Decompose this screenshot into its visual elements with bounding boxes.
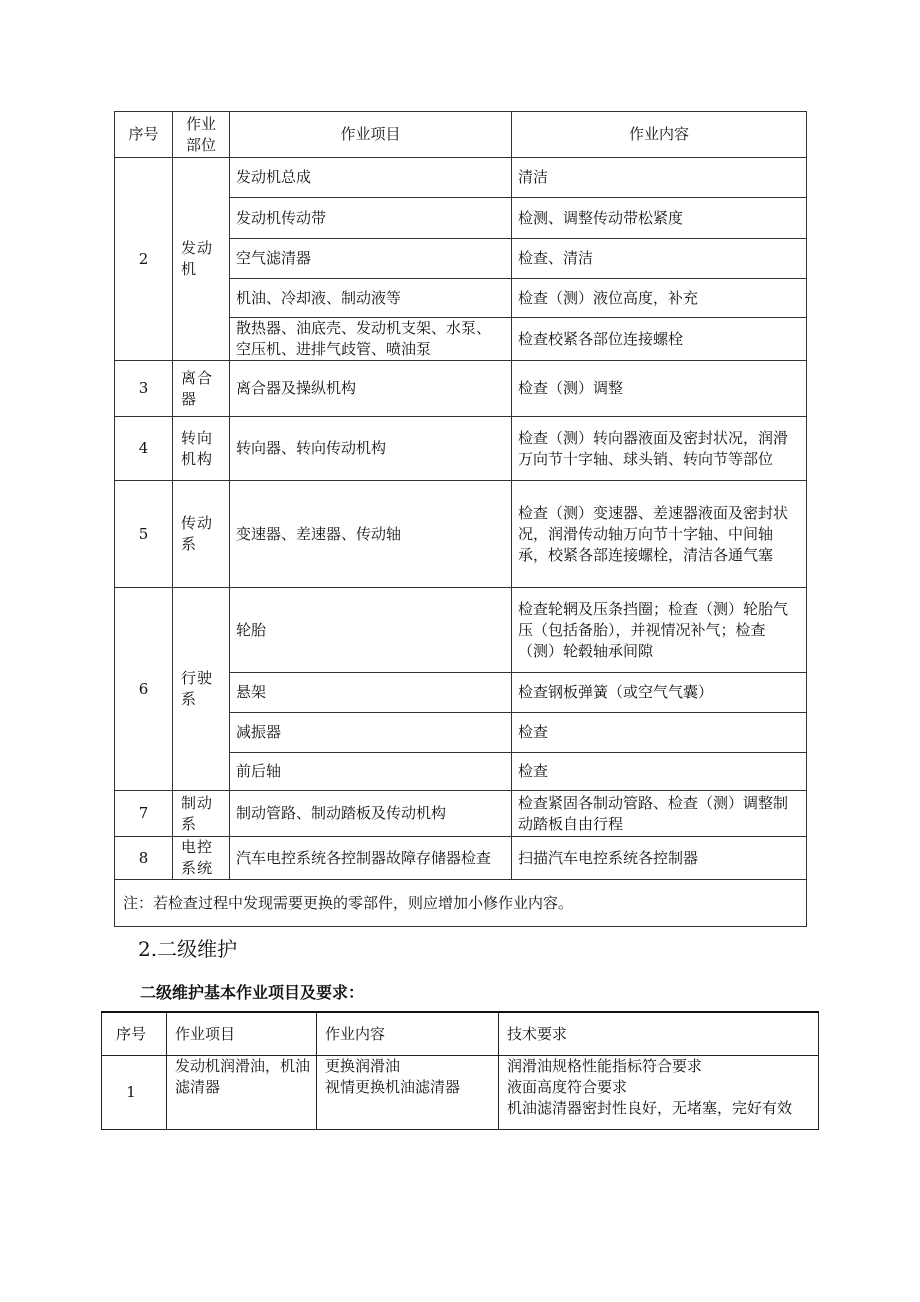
- row-item: 发动机润滑油，机油滤清器: [167, 1056, 317, 1130]
- row-no: 7: [115, 791, 173, 837]
- table-row: [115, 158, 807, 198]
- row-content: 检查（测）变速器、差速器液面及密封状况，润滑传动轴万向节十字轴、中间轴承，校紧各部连接螺栓，清洁各通气塞: [512, 481, 807, 588]
- header-part: 作业部位: [173, 112, 230, 158]
- row-part: 传动系: [173, 481, 230, 588]
- row-part: 行驶系: [173, 588, 230, 791]
- table-row: [115, 361, 807, 417]
- row-part: 电控系统: [173, 837, 230, 880]
- row-item: 前后轴: [230, 753, 512, 791]
- subsection-heading: 二级维护基本作业项目及要求：: [140, 983, 365, 1002]
- section-heading: 2.二级维护: [138, 937, 238, 961]
- requirement-line: 机油滤清器密封性良好，无堵塞，完好有效: [507, 1099, 793, 1117]
- table-row: [102, 1056, 819, 1130]
- row-content: 检查: [512, 713, 807, 753]
- row-no: 1: [102, 1056, 167, 1130]
- row-requirements: [499, 1056, 819, 1130]
- row-item: 散热器、油底壳、发动机支架、水泵、空压机、进排气歧管、喷油泵: [230, 318, 512, 361]
- requirement-line: 润滑油规格性能指标符合要求: [507, 1057, 703, 1075]
- table-row: [115, 417, 807, 481]
- header-no: 序号: [102, 1012, 167, 1056]
- row-item: 机油、冷却液、制动液等: [230, 279, 512, 318]
- row-content: 检查紧固各制动管路、检查（测）调整制动踏板自由行程: [512, 791, 807, 837]
- table-header-row: [102, 1012, 819, 1056]
- row-item: 空气滤清器: [230, 239, 512, 279]
- row-content: 检查（测）液位高度，补充: [512, 279, 807, 318]
- row-item: 轮胎: [230, 588, 512, 673]
- row-no: 3: [115, 361, 173, 417]
- row-part: 离合器: [173, 361, 230, 417]
- row-content: 清洁: [512, 158, 807, 198]
- row-content: 检查轮辋及压条挡圈；检查（测）轮胎气压（包括备胎），并视情况补气；检查（测）轮毂轴承间隙: [512, 588, 807, 673]
- table-row: [115, 837, 807, 880]
- content-line: 视情更换机油滤清器: [325, 1078, 461, 1096]
- row-content: 检查钢板弹簧（或空气气囊）: [512, 673, 807, 713]
- row-content: 检查校紧各部位连接螺栓: [512, 318, 807, 361]
- row-part: 制动系: [173, 791, 230, 837]
- header-no: 序号: [115, 112, 173, 158]
- row-item: 汽车电控系统各控制器故障存储器检查: [230, 837, 512, 880]
- header-item: 作业项目: [167, 1012, 317, 1056]
- content-line: 更换润滑油: [325, 1057, 401, 1075]
- row-content: 扫描汽车电控系统各控制器: [512, 837, 807, 880]
- table-note: 注：若检查过程中发现需要更换的零部件，则应增加小修作业内容。: [115, 880, 807, 927]
- row-item: 离合器及操纵机构: [230, 361, 512, 417]
- row-no: 5: [115, 481, 173, 588]
- header-content: 作业内容: [317, 1012, 499, 1056]
- header-requirements: 技术要求: [499, 1012, 819, 1056]
- row-item: 变速器、差速器、传动轴: [230, 481, 512, 588]
- requirement-line: 液面高度符合要求: [507, 1078, 628, 1096]
- row-item: 减振器: [230, 713, 512, 753]
- row-content: 检查、清洁: [512, 239, 807, 279]
- maintenance-table-2: [101, 1011, 819, 1130]
- row-no: 6: [115, 588, 173, 791]
- row-item: 制动管路、制动踏板及传动机构: [230, 791, 512, 837]
- row-content: 检测、调整传动带松紧度: [512, 198, 807, 239]
- row-no: 2: [115, 158, 173, 361]
- row-content: 检查（测）调整: [512, 361, 807, 417]
- row-no: 8: [115, 837, 173, 880]
- table-note-row: [115, 880, 807, 927]
- row-content: 检查: [512, 753, 807, 791]
- header-item: 作业项目: [230, 112, 512, 158]
- row-content: 检查（测）转向器液面及密封状况，润滑万向节十字轴、球头销、转向节等部位: [512, 417, 807, 481]
- table-row: [115, 481, 807, 588]
- row-item: 悬架: [230, 673, 512, 713]
- maintenance-table-1: [114, 111, 807, 927]
- row-item: 发动机总成: [230, 158, 512, 198]
- table-row: [115, 791, 807, 837]
- row-item: 转向器、转向传动机构: [230, 417, 512, 481]
- table-row: [115, 588, 807, 673]
- header-content: 作业内容: [512, 112, 807, 158]
- row-part: 转向机构: [173, 417, 230, 481]
- row-no: 4: [115, 417, 173, 481]
- row-content: [317, 1056, 499, 1130]
- row-item: 发动机传动带: [230, 198, 512, 239]
- table-header-row: [115, 112, 807, 158]
- row-part: 发动机: [173, 158, 230, 361]
